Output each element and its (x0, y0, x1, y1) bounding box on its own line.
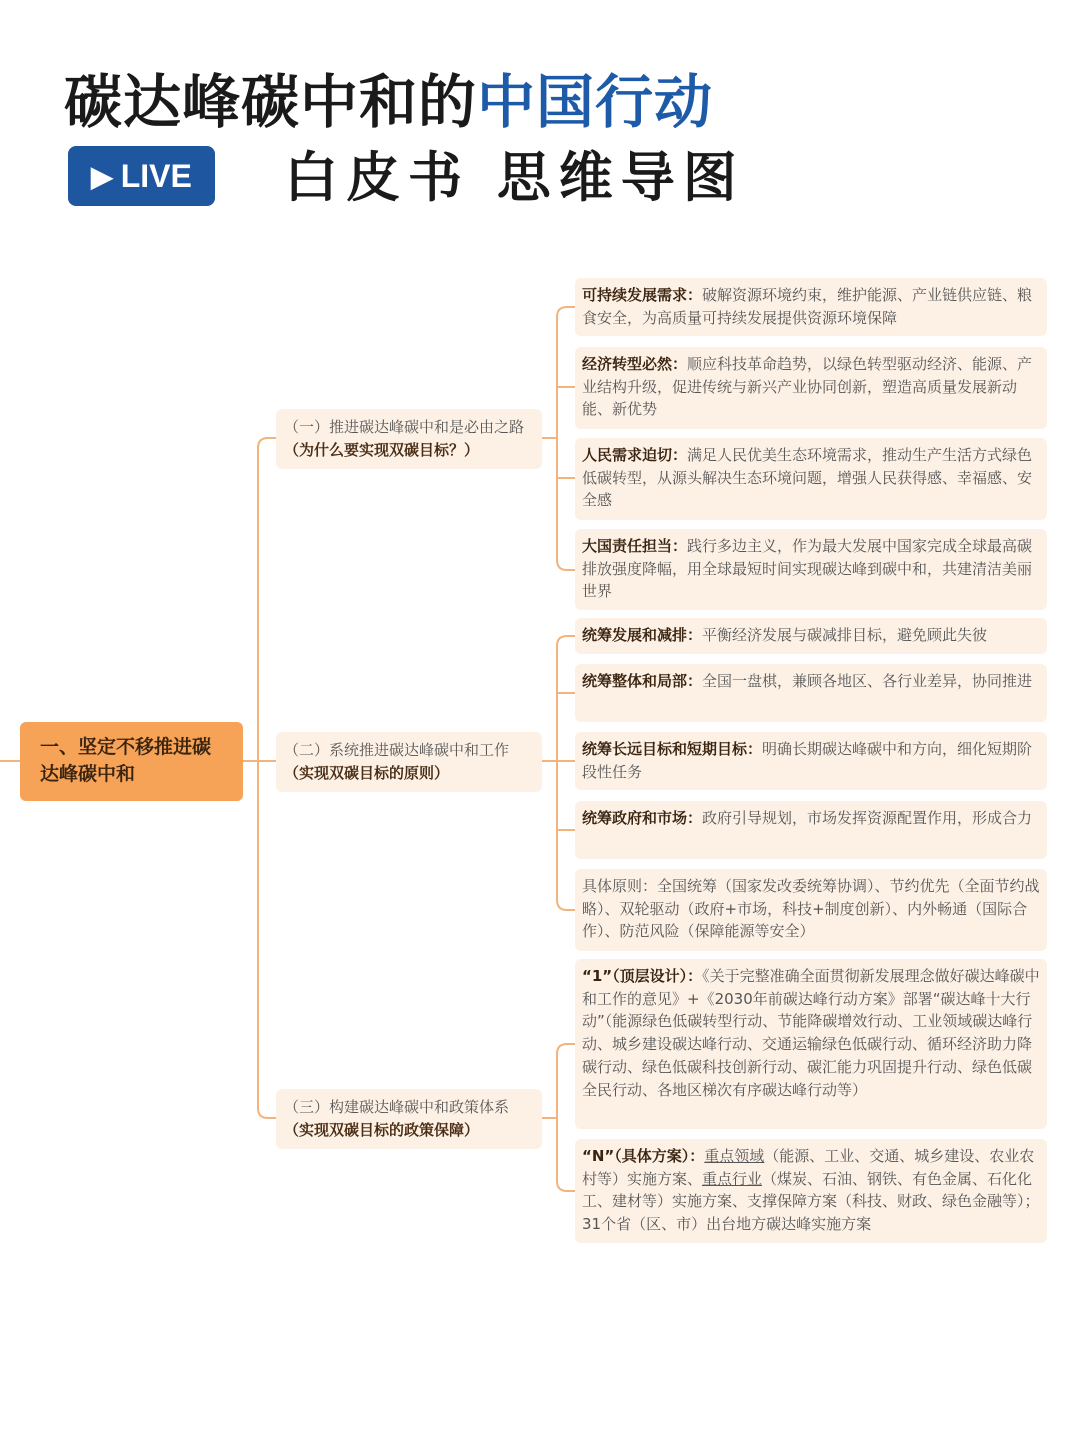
branch-subtitle: （为什么要实现双碳目标？） (284, 441, 480, 459)
page-subtitle: 白皮书 思维导图 (284, 146, 745, 209)
leaf-text: 全国一盘棋，兼顾各地区、各行业差异，协同推进 (702, 672, 1033, 690)
leaf-head: 经济转型必然： (582, 355, 688, 373)
leaf-underlined-term: 重点领域 (704, 1147, 765, 1165)
connector-branch-3 (542, 1044, 575, 1191)
branch-node-1 (276, 409, 542, 469)
leaf-node (575, 801, 1047, 859)
leaf-node (575, 732, 1047, 790)
connector-branch-2 (542, 636, 575, 910)
title-main: 碳达峰碳中和的 (64, 68, 478, 136)
leaf-head: 统筹长远目标和短期目标： (582, 740, 763, 758)
connector-branch-1 (542, 307, 575, 570)
branch-title: （三）构建碳达峰碳中和政策体系 (284, 1098, 510, 1116)
leaf-head: “1”（顶层设计）： (582, 967, 703, 985)
leaf-text: 践行多边主义，作为最大发展中国家完成全球最高碳排放强度降幅，用全球最短时间实现碳达峰到碳中和，共建清洁美丽世界 (582, 537, 1033, 601)
leaf-head: “N”（具体方案）： (582, 1147, 705, 1165)
leaf-text: 具体原则：全国统筹（国家发改委统筹协调）、节约优先（全面节约战略）、双轮驱动（政府+市场，科技+制度创新）、内外畅通（国际合作）、防范风险（保障能源等安全） (582, 877, 1040, 941)
branch-node-3 (276, 1089, 542, 1149)
leaf-head: 统筹政府和市场： (582, 809, 703, 827)
leaf-node (575, 664, 1047, 722)
branch-subtitle: （实现双碳目标的原则） (284, 764, 450, 782)
connector-root-trunk (243, 438, 276, 1118)
leaf-node (575, 618, 1047, 654)
live-label: LIVE (120, 157, 192, 194)
branch-node-2 (276, 732, 542, 792)
title-accent: 中国行动 (477, 68, 714, 136)
play-icon: ▶ (91, 160, 113, 192)
leaf-node (575, 529, 1047, 610)
leaf-node (575, 869, 1047, 951)
leaf-text: 平衡经济发展与碳减排目标，避免顾此失彼 (702, 626, 988, 644)
leaf-text: 明确长期碳达峰碳中和方向，细化短期阶段性任务 (582, 740, 1033, 781)
branch-title: （一）推进碳达峰碳中和是必由之路 (284, 418, 525, 436)
leaf-node (575, 1139, 1047, 1243)
root-node: 一、坚定不移推进碳达峰碳中和 (20, 722, 243, 801)
branch-subtitle: （实现双碳目标的政策保障） (284, 1121, 480, 1139)
leaf-text: 破解资源环境约束，维护能源、产业链供应链、粮食安全，为高质量可持续发展提供资源环境保障 (582, 286, 1033, 327)
leaf-head: 人民需求迫切： (582, 446, 688, 464)
leaf-node (575, 438, 1047, 520)
leaf-text: 顺应科技革命趋势，以绿色转型驱动经济、能源、产业结构升级，促进传统与新兴产业协同创新，塑造高质量发展新动能、新优势 (582, 355, 1033, 419)
leaf-text: （煤炭、石油、钢铁、有色金属、石化化工、建材等）实施方案、支撑保障方案（科技、财政、绿色金融等）；31个省（区、市）出台地方碳达峰实施方案 (582, 1169, 1040, 1234)
leaf-node (575, 278, 1047, 336)
leaf-head: 大国责任担当： (582, 537, 688, 555)
leaf-node (575, 959, 1047, 1129)
leaf-head: 统筹发展和减排： (582, 626, 703, 644)
leaf-node (575, 347, 1047, 429)
leaf-head: 统筹整体和局部： (582, 672, 703, 690)
leaf-text: 《关于完整准确全面贯彻新发展理念做好碳达峰碳中和工作的意见》+《2030年前碳达峰行动方案》部署“碳达峰十大行动”（能源绿色低碳转型行动、节能降碳增效行动、工业领域碳达峰行动、城乡建设碳达峰行动、交通运输绿色低碳行动、循环经济助力降碳行动、绿色低碳科技创新行动、碳汇能力巩固提升行动、绿色低碳全民行动、各地区梯次有序碳达峰行动等） (582, 967, 1040, 1099)
leaf-text: 政府引导规划，市场发挥资源配置作用，形成合力 (702, 809, 1033, 827)
leaf-text: 满足人民优美生态环境需求，推动生产生活方式绿色低碳转型，从源头解决生态环境问题，增强人民获得感、幸福感、安全感 (582, 446, 1033, 510)
leaf-text: （能源、工业、交通、城乡建设、农业农村等）实施方案、 (582, 1147, 1035, 1188)
leaf-head: 可持续发展需求： (582, 286, 703, 304)
leaf-underlined-term: 重点行业 (702, 1169, 763, 1188)
branch-title: （二）系统推进碳达峰碳中和工作 (284, 741, 510, 759)
